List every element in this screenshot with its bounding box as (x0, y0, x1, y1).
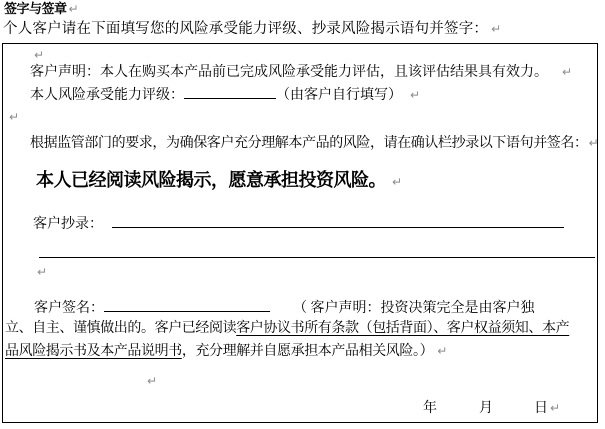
paragraph-mark: ↵ (437, 344, 447, 358)
instruction-text (3, 20, 501, 38)
signature-note-line3 (5, 340, 447, 363)
signature-line (34, 296, 535, 320)
paragraph-mark: ↵ (491, 22, 502, 36)
paragraph-mark: ↵ (562, 65, 573, 79)
paragraph-mark: ↵ (392, 175, 402, 189)
date-day-label: 日 (534, 401, 548, 416)
paragraph-mark: ↵ (588, 136, 599, 150)
risk-rating-input-blank[interactable] (184, 83, 276, 99)
signature-note-plain: 立、自主、谨慎做出的。客户已经阅读 (5, 321, 237, 336)
client-copy-input-blank-line1[interactable] (112, 212, 564, 228)
paragraph-mark: ↵ (147, 374, 158, 388)
client-copy-line (33, 212, 564, 236)
risk-rating-line (30, 83, 420, 107)
client-copy-input-blank-line2[interactable] (39, 236, 595, 258)
instruction-text-content: 个人客户请在下面填写您的风险承受能力评级、抄录风险揭示语句并签字： (3, 21, 489, 37)
date-line (423, 397, 560, 420)
signature-box (2, 43, 598, 423)
section-title-text: 签字与签章 (4, 2, 67, 17)
regulator-instruction-text: 根据监管部门的要求，为确保客户充分理解本产品的风险，请在确认栏抄录以下语句并签名： (30, 136, 588, 151)
paragraph-mark: ↵ (9, 110, 20, 124)
risk-statement (36, 169, 402, 194)
date-year-label: 年 (423, 401, 437, 416)
risk-rating-label: 本人风险承受能力评级： (30, 88, 184, 103)
paragraph-mark: ↵ (34, 48, 45, 62)
client-copy-label: 客户抄录： (33, 217, 103, 232)
risk-rating-hint: （由客户自行填写） (276, 88, 402, 103)
signature-note-line2 (5, 318, 569, 340)
signature-note-underlined-docs: 客户协议书所有条款（包括背面）、客户权益须知、本产 (236, 321, 570, 336)
signature-note-underlined-docs2: 品风险揭示书及本产品说明书 (5, 344, 182, 359)
paragraph-mark: ↵ (550, 401, 561, 415)
signature-note-part1: （ 客户声明：投资决策完全是由客户独 (293, 301, 535, 316)
risk-statement-text: 本人已经阅读风险揭示，愿意承担投资风险。 (36, 170, 386, 191)
signature-input-blank[interactable] (104, 296, 270, 312)
client-declaration-line (30, 61, 572, 84)
paragraph-mark: ↵ (410, 88, 421, 102)
regulator-instruction-line (30, 132, 598, 155)
signature-note-closing: ，充分理解并自愿承担本产品相关风险。） (181, 344, 434, 359)
signature-label: 客户签名： (34, 301, 104, 316)
paragraph-mark: ↵ (68, 2, 79, 16)
date-month-label: 月 (479, 401, 493, 416)
section-title (4, 1, 78, 18)
client-declaration-text: 客户声明：本人在购买本产品前已完成风险承受能力评估，且该评估结果具有效力。 (30, 65, 548, 80)
paragraph-mark: ↵ (37, 265, 48, 279)
